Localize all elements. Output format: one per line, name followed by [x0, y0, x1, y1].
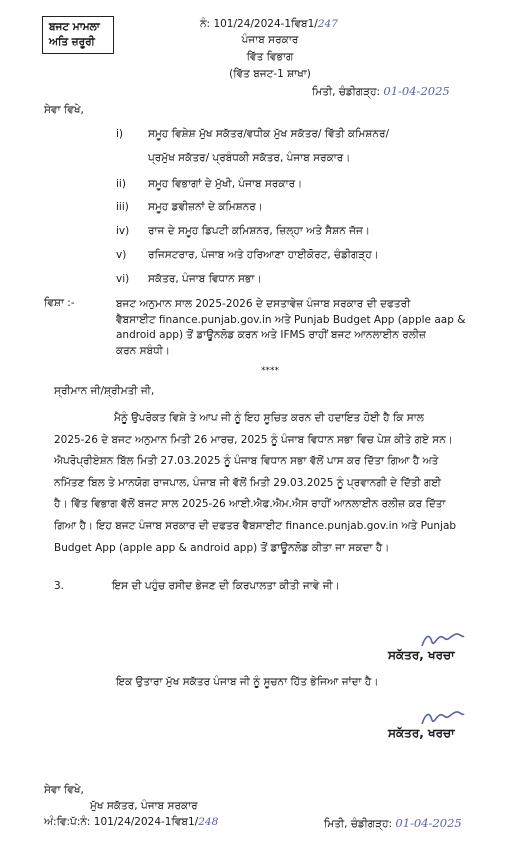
- recipient-num: i): [116, 128, 124, 140]
- footer-ref-printed: ਅੰ:ਵਿ:ਪੱ:ਨੰ: 101/24/2024-1ਵਿਬ1/: [44, 816, 199, 828]
- footer-ref-handwritten: 248: [198, 816, 219, 828]
- subject-line: ਬਜਟ ਅਨੁਮਾਨ ਸਾਲ 2025-2026 ਦੇ ਦਸਤਾਵੇਜ਼ ਪੰਜਾਬ ਸਰਕਾਰ ਦੀ ਦਫਤਰੀ: [116, 298, 411, 310]
- recipient-num: vi): [116, 273, 130, 285]
- subject-line: ਵੈਬਸਾਈਟ finance.punjab.gov.in ਅਤੇ Punjab Budget App (apple aap &: [116, 313, 466, 326]
- recipient-text: ਸਮੂਹ ਵਿਭਾਗਾਂ ਦੇ ਮੁੱਖੀ, ਪੰਜਾਬ ਸਰਕਾਰ।: [148, 178, 303, 190]
- body-line: ਨਮਿੱਤਣ ਬਿਲ ਤੇ ਮਾਨਯੋਗ ਰਾਜਪਾਲ, ਪੰਜਾਬ ਜੀ ਵੱਲੋਂ ਮਿਤੀ 29.03.2025 ਨੂੰ ਪ੍ਰਵਾਨਗੀ ਦੇ ਦਿੱਤੀ ਗਈ: [54, 476, 442, 489]
- salutation: ਸੇਵਾ ਵਿਖੇ,: [44, 104, 84, 116]
- date-label: ਮਿਤੀ, ਚੰਡੀਗੜ੍ਹ:: [312, 86, 381, 98]
- subject-label: ਵਿਸ਼ਾ :-: [44, 297, 75, 309]
- point-3-num: 3.: [54, 580, 65, 592]
- body-line: ਮੈਨੂੰ ਉਪਰੋਕਤ ਵਿਸ਼ੇ ਤੇ ਆਪ ਜੀ ਨੂੰ ਇਹ ਸੂਚਿਤ ਕਰਨ ਦੀ ਹਦਾਇਤ ਹੋਈ ਹੈ ਕਿ ਸਾਲ: [114, 412, 424, 424]
- recipient-num: iv): [116, 225, 130, 237]
- copy-note: ਇਕ ਉਤਾਰਾ ਮੁੱਖ ਸਕੱਤਰ ਪੰਜਾਬ ਜੀ ਨੂੰ ਸੂਚਨਾ ਹਿੱਤ ਭੇਜਿਆ ਜਾਂਦਾ ਹੈ।: [116, 676, 379, 688]
- subject-text: [116, 297, 476, 359]
- ref-handwritten: 247: [317, 18, 338, 30]
- recipient-text: ਰਜਿਸਟਰਾਰ, ਪੰਜਾਬ ਅਤੇ ਹਰਿਆਣਾ ਹਾਈਕੋਰਟ, ਚੰਡੀਗੜ੍ਹ।: [148, 249, 379, 261]
- recipient-text: ਸਕੱਤਰ, ਪੰਜਾਬ ਵਿਧਾਨ ਸਭਾ।: [148, 273, 262, 285]
- ref-printed: ਨੰ: 101/24/2024-1ਵਿਬ1/: [200, 18, 318, 30]
- point-3-text: ਇਸ ਦੀ ਪਹੁੰਚ ਰਸੀਦ ਭੇਜਣ ਦੀ ਕਿਰਪਾਲਤਾ ਕੀਤੀ ਜਾਵੇ ਜੀ।: [112, 580, 340, 592]
- recipient-text: ਰਾਜ ਦੇ ਸਮੂਹ ਡਿਪਟੀ ਕਮਿਸ਼ਨਰ, ਜ਼ਿਲ੍ਹਾ ਅਤੇ ਸੈਸ਼ਨ ਜੱਜ।: [148, 225, 370, 237]
- footer-date-label: ਮਿਤੀ, ਚੰਡੀਗੜ੍ਹ:: [324, 818, 393, 830]
- body-line: 2025-26 ਦੇ ਬਜਟ ਅਨੁਮਾਨ ਮਿਤੀ 26 ਮਾਰਚ, 2025 ਨੂੰ ਪੰਜਾਬ ਵਿਧਾਨ ਸਭਾ ਵਿਚ ਪੇਸ਼ ਕੀਤੇ ਗਏ ਸਨ।: [54, 433, 453, 446]
- govt-line: ਪੰਜਾਬ ਸਰਕਾਰ: [241, 34, 299, 46]
- body-line: Budget App (apple app & android app) ਤੋਂ ਡਾਊਨਲੋਡ ਕੀਤਾ ਜਾ ਸਕਦਾ ਹੈ।: [54, 541, 390, 554]
- recipient-text: ਸਮੂਹ ਡਵੀਜ਼ਨਾਂ ਦੇ ਕਮਿਸ਼ਨਰ।: [148, 201, 263, 213]
- recipient-text: ਸਮੂਹ ਵਿਸ਼ੇਸ਼ ਮੁੱਖ ਸਕੱਤਰ/ਵਧੀਕ ਮੁੱਖ ਸਕੱਤਰ/ ਵਿੱਤੀ ਕਮਿਸ਼ਨਰ/: [148, 128, 390, 140]
- body-line: ਐਪਰੋਪ੍ਰੀਏਸ਼ਨ ਬਿੱਲ ਮਿਤੀ 27.03.2025 ਨੂੰ ਪੰਜਾਬ ਵਿਧਾਨ ਸਭਾ ਵੱਲੋਂ ਪਾਸ ਕਰ ਦਿੱਤਾ ਗਿਆ ਹੈ ਅਤੇ: [54, 455, 439, 468]
- recipient-num: ii): [116, 178, 126, 190]
- body-paragraph: [54, 408, 474, 559]
- reference-number: [200, 18, 338, 31]
- date-handwritten: 01-04-2025: [383, 84, 450, 98]
- department-line: ਵਿੱਤ ਵਿਭਾਗ: [246, 51, 294, 63]
- box-line-2: ਅਤਿ ਜ਼ਰੂਰੀ: [49, 36, 95, 48]
- footer-date: [324, 816, 462, 831]
- recipient-text-cont: ਪ੍ਰਮੁੱਖ ਸਕੱਤਰ/ ਪ੍ਰਬੰਧਕੀ ਸਕੱਤਰ, ਪੰਜਾਬ ਸਰਕਾਰ।: [148, 152, 351, 164]
- body-line: ਹੈ। ਵਿੱਤ ਵਿਭਾਗ ਵੱਲੋਂ ਬਜਟ ਸਾਲ 2025-26 ਆਈ.ਐਫ.ਐਮ.ਐਸ ਰਾਹੀਂ ਆਨਲਾਈਨ ਰਲੀਜ਼ ਕਰ ਦਿੱਤਾ: [54, 498, 446, 511]
- recipient-num: v): [116, 249, 127, 261]
- priority-box: [42, 16, 114, 54]
- recipient-num: iii): [116, 201, 129, 213]
- signature-title-2: ਸਕੱਤਰ, ਖਰਚਾ: [388, 726, 455, 740]
- box-line-1: ਬਜਟ ਮਾਮਲਾ: [49, 21, 100, 33]
- subject-line: android app) ਤੋਂ ਡਾਊਨਲੋਡ ਕਰਨ ਅਤੇ IFMS ਰਾਹੀਂ ਬਜਟ ਆਨਲਾਈਨ ਰਲੀਜ਼: [116, 329, 426, 341]
- footer-reference: [44, 816, 218, 829]
- body-line: ਗਿਆ ਹੈ। ਇਹ ਬਜਟ ਪੰਜਾਬ ਸਰਕਾਰ ਦੀ ਦਫਤਰ ਵੈਬਸਾਈਟ finance.punjab.gov.in ਅਤੇ Punjab: [54, 519, 457, 532]
- header-date: [312, 84, 450, 99]
- footer-salutation: ਸੇਵਾ ਵਿਖੇ,: [44, 784, 84, 796]
- footer-date-handwritten: 01-04-2025: [395, 816, 462, 830]
- greeting: ਸ੍ਰੀਮਾਨ ਜੀ/ਸ਼੍ਰੀਮਤੀ ਜੀ,: [54, 385, 155, 397]
- subject-line: ਕਰਨ ਸਬੰਧੀ।: [116, 344, 170, 357]
- signature-title-1: ਸਕੱਤਰ, ਖਰਚਾ: [388, 648, 455, 662]
- separator-stars: ****: [261, 366, 279, 376]
- branch-line: (ਵਿੱਤ ਬਜਟ-1 ਸ਼ਾਖਾ): [229, 68, 311, 80]
- footer-recipient: ਮੁੱਖ ਸਕੱਤਰ, ਪੰਜਾਬ ਸਰਕਾਰ: [90, 800, 198, 812]
